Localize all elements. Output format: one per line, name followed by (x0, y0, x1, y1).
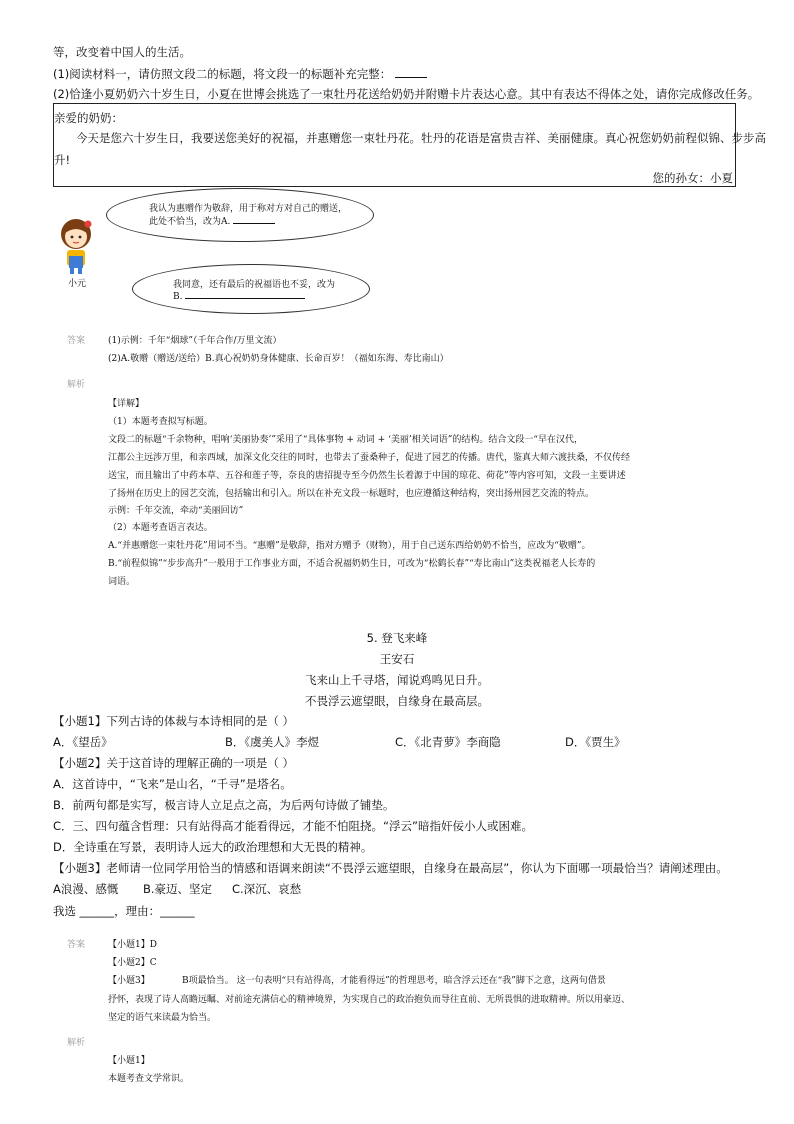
analysis1-p2c: 送宝，而且输出了中药本草、五谷和莲子等，奈良的唐招提寺至今仍然生长着源于中国的琼花、荷花”等内容可知，文段一主要讲述 (108, 471, 626, 481)
answer1-line2: (2)A.敬赠（赠送/送给）B.真心祝奶奶身体健康、长命百岁！（福如东海、寿比南山） (108, 354, 449, 364)
answer2-a3-line1: B项最恰当。 这一句表明“只有站得高，才能看得远”的哲理思考，暗含浮云还在“我”脚下之意，这两句借景 (182, 976, 606, 986)
answer-label-1: 答案 (67, 336, 86, 346)
subquestion-1-option-b[interactable]: B．《虞美人》李煜 (225, 735, 320, 749)
answer2-a2: 【小题2】C (108, 958, 157, 968)
subquestion-2-option-c[interactable]: C．三、四句蕴含哲理：只有站得高才能看得远，才能不怕阻挠。“浮云”暗指奸佞小人或困难。 (53, 819, 533, 833)
subquestion-3-option-b[interactable]: B.豪迈、坚定 (143, 882, 213, 896)
subquestion-2-option-b[interactable]: B．前两句都是实写，极言诗人立足点之高，为后两句诗做了铺垫。 (53, 798, 395, 812)
girl-icon (56, 216, 96, 276)
bubble-2-line2-text: B. (173, 292, 183, 302)
letter-salutation: 亲爱的奶奶： (54, 111, 123, 125)
analysis1-p2b: 江都公主远涉万里，和亲西域，加深文化交往的同时，也带去了蚕桑种子，促进了园艺的传播。唐代，鉴真大师六渡扶桑，不仅传经 (108, 453, 631, 463)
analysis1-p2d: 了扬州在历史上的园艺交流，包括输出和引入。所以在补充文段一标题时，也应遵循这种结构，突出扬州园艺交流的特点。 (108, 489, 595, 499)
bubble-1-blank[interactable] (233, 215, 275, 224)
letter-body-line1: 今天是您六十岁生日，我要送您美好的祝福，并惠赠您一束牡丹花。牡丹的花语是富贵吉祥、美丽健康。真心祝您奶奶前程似锦、步步高 (76, 131, 766, 145)
analysis1-p5: A.“并惠赠您一束牡丹花”用词不当。“惠赠”是敬辞，指对方赠予（财物），用于自己送东西给奶奶不恰当，应改为“敬赠”。 (108, 541, 591, 551)
poem-author: 王安石 (379, 652, 415, 666)
girl-illustration (56, 216, 96, 288)
subquestion-1-option-c[interactable]: C．《北青萝》李商隐 (395, 735, 501, 749)
intro-line: 等，改变着中国人的生活。 (53, 45, 191, 59)
question-2: (2)恰逢小夏奶奶六十岁生日，小夏在世博会挑选了一束牡丹花送给奶奶并附赠卡片表达心意。其中有表达不得体之处，请你完成修改任务。 (53, 87, 760, 101)
question-1 (53, 66, 427, 82)
speech-bubble-1 (106, 188, 374, 242)
analysis1-head: 【详解】 (108, 399, 145, 409)
subquestion-1-option-d[interactable]: D．《贾生》 (565, 735, 626, 749)
letter-signature: 您的孙女：小夏 (652, 171, 733, 185)
subquestion-2-option-a[interactable]: A．这首诗中，“飞来”是山名，“千寻”是塔名。 (53, 777, 292, 791)
question-1-blank[interactable] (395, 67, 427, 78)
bubble-1-line1: 我认为惠赠作为敬辞，用于称对方对自己的赠送， (149, 204, 348, 214)
greeting-card-box (53, 103, 766, 187)
bubble-1-line2-text: 此处不恰当，改为A. (149, 217, 231, 227)
bubble-2-line2 (173, 290, 305, 302)
letter-body-line2: 升! (54, 153, 71, 167)
answer2-a3-head: 【小题3】 (108, 976, 150, 986)
answer2-a3-line3: 坚定的语气来读最为恰当。 (108, 1013, 217, 1023)
speech-bubble-2 (132, 264, 370, 314)
poem-line-1: 飞来山上千寻塔，闻说鸡鸣见日升。 (305, 673, 489, 687)
subquestion-3-stem: 【小题3】老师请一位同学用恰当的情感和语调来朗读“不畏浮云遮望眼，自缘身在最高层”，你认为下面哪一项最恰当？请阐述理由。 (53, 861, 728, 875)
poem-line-2: 不畏浮云遮望眼，自缘身在最高层。 (305, 694, 489, 708)
poem-title: 5. 登飞来峰 (366, 631, 428, 645)
analysis1-p6b: 词语。 (108, 577, 136, 587)
analysis1-p4: （2）本题考查语言表达。 (108, 523, 213, 533)
analysis1-p1: （1）本题考查拟写标题。 (108, 417, 213, 427)
subquestion-1-stem: 【小题1】下列古诗的体裁与本诗相同的是（ ） (53, 714, 294, 728)
character-name: 小元 (68, 279, 87, 289)
answer2-a3-line2: 抒怀，表现了诗人高瞻远瞩、对前途充满信心的精神境界，为实现自己的政治抱负而导往直前、无所畏惧的进取精神。所以用豪迈、 (108, 995, 631, 1005)
subquestion-3-option-a[interactable]: A浪漫、感慨 (53, 882, 119, 896)
bubble-2-blank[interactable] (185, 290, 305, 299)
subquestion-3-fill[interactable]: 我选 ______，理由：______ (53, 904, 195, 918)
subquestion-2-option-d[interactable]: D．全诗重在写景，表明诗人远大的政治理想和大无畏的精神。 (53, 840, 373, 854)
question-1-text: (1)阅读材料一，请仿照文段二的标题，将文段一的标题补充完整： (53, 67, 392, 81)
subquestion-1-option-a[interactable]: A．《望岳》 (53, 735, 113, 749)
analysis-label-1: 解析 (67, 380, 86, 390)
subquestion-3-option-c[interactable]: C.深沉、哀愁 (232, 882, 302, 896)
answer2-a1: 【小题1】D (108, 940, 157, 950)
answer1-line1: (1)示例：千年“烟球”（千年合作/万里文流） (108, 336, 282, 346)
bubble-2-line1: 我同意，还有最后的祝福语也不妥，改为 (173, 280, 336, 290)
analysis1-p6a: B.“前程似锦”“步步高升”一般用于工作事业方面，不适合祝福奶奶生日，可改为“松鹤长春”“寿比南山”这类祝福老人长寿的 (108, 559, 596, 569)
answer-label-2: 答案 (67, 940, 86, 950)
analysis1-p2a: 文段二的标题“千余物种，唱响‘美丽协奏’”采用了“具体事物 + 动词 + ‘美丽’相关词语”的结构。结合文段一“早在汉代， (108, 435, 583, 445)
analysis-label-2: 解析 (67, 1038, 86, 1048)
analysis1-p3: 示例：千年交流，牵动“美丽回访” (108, 506, 244, 516)
subquestion-2-stem: 【小题2】关于这首诗的理解正确的一项是（ ） (53, 756, 294, 770)
analysis2-head: 【小题1】 (108, 1056, 150, 1066)
analysis2-line1: 本题考查文学常识。 (108, 1074, 190, 1084)
bubble-1-line2 (149, 214, 275, 227)
